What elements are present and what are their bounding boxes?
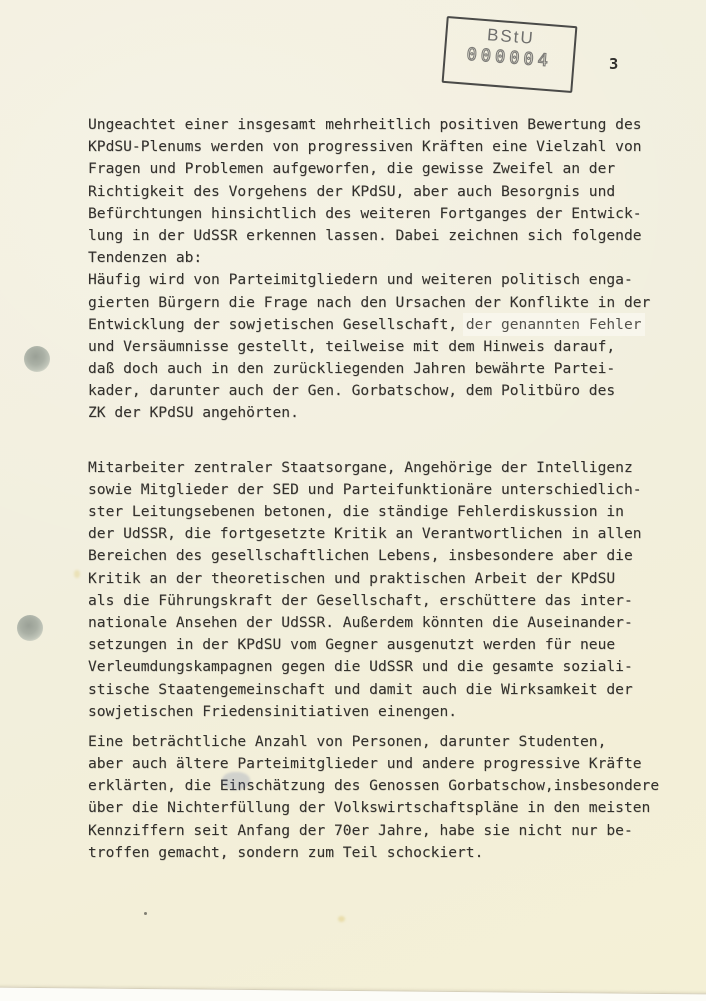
text-line: der UdSSR, die fortgesetzte Kritik an Verantwortlichen in allen	[88, 525, 642, 543]
text-line: Ungeachtet einer insgesamt mehrheitlich positiven Bewertung des	[88, 116, 642, 133]
text-line: über die Nichterfüllung der Volkswirtschaftspläne in den meisten	[88, 799, 651, 817]
paragraph	[88, 731, 678, 864]
punch-hole-top	[24, 346, 50, 372]
corrected-text: der genannten Fehler	[465, 315, 642, 333]
text-line: kader, darunter auch der Gen. Gorbatschow, dem Politbüro des	[88, 382, 616, 400]
text-line: Entwicklung der sowjetischen Gesellschaft, der genannten Fehler	[88, 315, 642, 333]
text-line: aber auch ältere Parteimitglieder und andere progressive Kräfte	[88, 755, 642, 773]
text-line: Bereichen des gesellschaftlichen Lebens, insbesondere aber die	[88, 547, 633, 565]
text-line: stische Staatengemeinschaft und damit auch die Wirksamkeit der	[88, 680, 633, 698]
text-line: daß doch auch in den zurückliegenden Jahren bewährte Partei-	[88, 360, 616, 378]
text-line: gierten Bürgern die Frage nach den Ursachen der Konflikte in der	[88, 293, 651, 311]
text-line: Kennziffern seit Anfang der 70er Jahre, habe sie nicht nur be-	[88, 821, 633, 839]
text-line: Mitarbeiter zentraler Staatsorgane, Angehörige der Intelligenz	[88, 458, 633, 476]
text-line: erklärten, die Einschätzung des Genossen Gorbatschow,insbesondere	[88, 777, 660, 795]
paragraph	[88, 457, 678, 723]
text-line: lung in der UdSSR erkennen lassen. Dabei zeichnen sich folgende	[88, 226, 642, 244]
paper-speck	[74, 570, 80, 578]
page-number: 3	[609, 55, 619, 73]
text-line: Fragen und Problemen aufgeworfen, die gewisse Zweifel an der	[88, 160, 616, 178]
text-line: setzungen in der KPdSU vom Gegner ausgenutzt werden für neue	[88, 636, 616, 654]
text-line: und Versäumnisse gestellt, teilweise mit dem Hinweis darauf,	[88, 337, 616, 355]
text-line: nationale Ansehen der UdSSR. Außerdem könnten die Auseinander-	[88, 613, 633, 631]
paper-bottom-edge	[0, 987, 706, 1001]
text-line: ster Leitungsebenen betonen, die ständige Fehlerdiskussion in	[88, 503, 624, 520]
document-body	[88, 114, 678, 864]
text-line: Richtigkeit des Vorgehens der KPdSU, aber auch Besorgnis und	[88, 182, 616, 200]
text-line: als die Führungskraft der Gesellschaft, erschüttere das inter-	[88, 591, 633, 609]
punch-hole-bottom	[17, 615, 43, 641]
paper-speck	[338, 916, 345, 922]
text-line: Häufig wird von Parteimitgliedern und weiteren politisch enga-	[88, 271, 633, 289]
stamp-title: BStU	[486, 25, 536, 48]
paragraph	[88, 114, 678, 425]
text-line: Eine beträchtliche Anzahl von Personen, darunter Studenten,	[88, 732, 607, 750]
text-line: ZK der KPdSU angehörten.	[88, 404, 299, 422]
correction-smudge	[222, 772, 250, 790]
text-line: Befürchtungen hinsichtlich des weiteren Fortganges der Entwick-	[88, 204, 642, 222]
paper-speck	[144, 912, 147, 915]
text-line: Tendenzen ab:	[88, 249, 203, 267]
text-line: Verleumdungskampagnen gegen die UdSSR und die gesamte soziali-	[88, 658, 633, 676]
text-line: KPdSU-Plenums werden von progressiven Kräften eine Vielzahl von	[88, 138, 642, 156]
stamp-serial-number: 000004	[465, 44, 553, 72]
text-line: sowjetischen Friedensinitiativen einengen.	[88, 702, 458, 720]
text-line: troffen gemacht, sondern zum Teil schockiert.	[88, 843, 484, 861]
bstu-archive-stamp	[442, 16, 578, 93]
text-line: Kritik an der theoretischen und praktischen Arbeit der KPdSU	[88, 569, 616, 587]
text-line: sowie Mitglieder der SED und Parteifunktionäre unterschiedlich-	[88, 480, 642, 498]
